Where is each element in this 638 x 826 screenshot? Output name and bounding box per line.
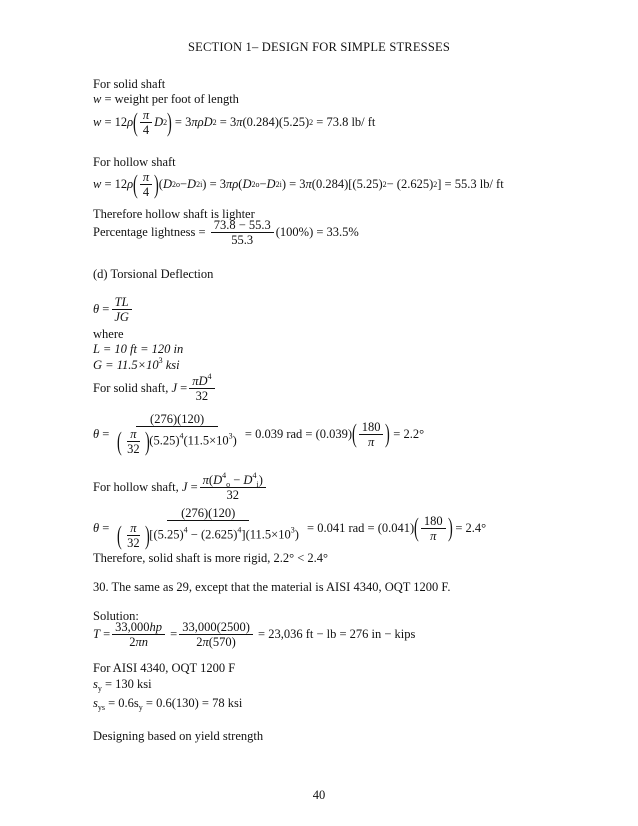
L-line: L = 10 ft = 120 in <box>93 342 184 356</box>
percentage-lightness: Percentage lightness = $\frac{73.8 - 55.3}{55.3}$ (100%) = 33.5% <box>93 218 359 247</box>
G-line: $G = 11.5\times 10^3$ ksi <box>93 356 180 372</box>
section-header: SECTION 1– DESIGN FOR SIMPLE STRESSES <box>188 40 450 54</box>
equation-torque: T = $\frac{33,000hp}{2\pi n}$ = $\frac{33,000(2500)}{2\pi(570)}$ = 23,036 ft − lb = 276 in − kips <box>93 620 416 649</box>
equation-theta-hollow: θ = (276)(120) ( $\frac{\pi}{32}$ )$[(5.25)^4 - (2.625)^4](11.5\times 10^3)$ = 0.041 rad = (0.041) ( $\frac{180}{\pi}$ ) = 2.4° <box>93 506 487 550</box>
aisi-line: For AISI 4340, OQT 1200 F <box>93 661 236 675</box>
solution-label: Solution: <box>93 609 139 623</box>
w-hollow-result: = 55.3 lb/ ft <box>444 177 504 191</box>
sys-line: $s_{ys} = 0.6s_y = 0.6(130) = 78$ ksi <box>93 696 243 712</box>
w-definition: w = weight per foot of length <box>93 92 239 106</box>
sy-line: $s_y = 130$ ksi <box>93 677 152 693</box>
equation-theta-solid: θ = (276)(120) ( $\frac{\pi}{32}$ )$(5.25)^4(11.5\times 10^3)$ = 0.039 rad = (0.039) ( $\frac{180}{\pi}$ ) = 2.2° <box>93 412 425 456</box>
solid-shaft-intro: For solid shaft <box>93 77 166 91</box>
w-solid-result: = 73.8 lb/ ft <box>316 115 376 129</box>
torsion-heading: (d) Torsional Deflection <box>93 267 214 281</box>
problem-30: 30. The same as 29, except that the material is AISI 4340, OQT 1200 F. <box>93 580 451 594</box>
yield-line: Designing based on yield strength <box>93 729 264 743</box>
hollow-lighter-text: Therefore hollow shaft is lighter <box>93 207 255 221</box>
hollow-shaft-intro: For hollow shaft <box>93 155 176 169</box>
equation-w-hollow: w = 12 ρ ( $\frac{\pi}{4}$ ) ( D 2 o − D 2 i ) = 3 πρ ( D 2 o − D 2 i ) = 3 π (0.284)[(5.25) 2 − (2.625) 2 ] = 55.3 lb/ ft <box>93 169 504 199</box>
equation-w-solid: w = 12 ρ ( $\frac{\pi}{4}$ D 2 ) = 3 πρD 2 = 3 π (0.284)(5.25) 2 = 73.8 lb/ ft <box>93 107 376 137</box>
page-number: 40 <box>312 788 326 802</box>
equation-theta: θ = $\frac{TL}{JG}$ <box>93 295 134 324</box>
hollow-J-formula: For hollow shaft, J = $\frac{\pi(D^4_o - D^4_i)}{32}$ <box>93 473 268 502</box>
where-label: where <box>93 327 124 341</box>
solid-J-formula: For solid shaft, J = $\frac{\pi D^4}{32}$ <box>93 374 217 403</box>
conclusion-text: Therefore, solid shaft is more rigid, 2.2° < 2.4° <box>93 551 329 565</box>
